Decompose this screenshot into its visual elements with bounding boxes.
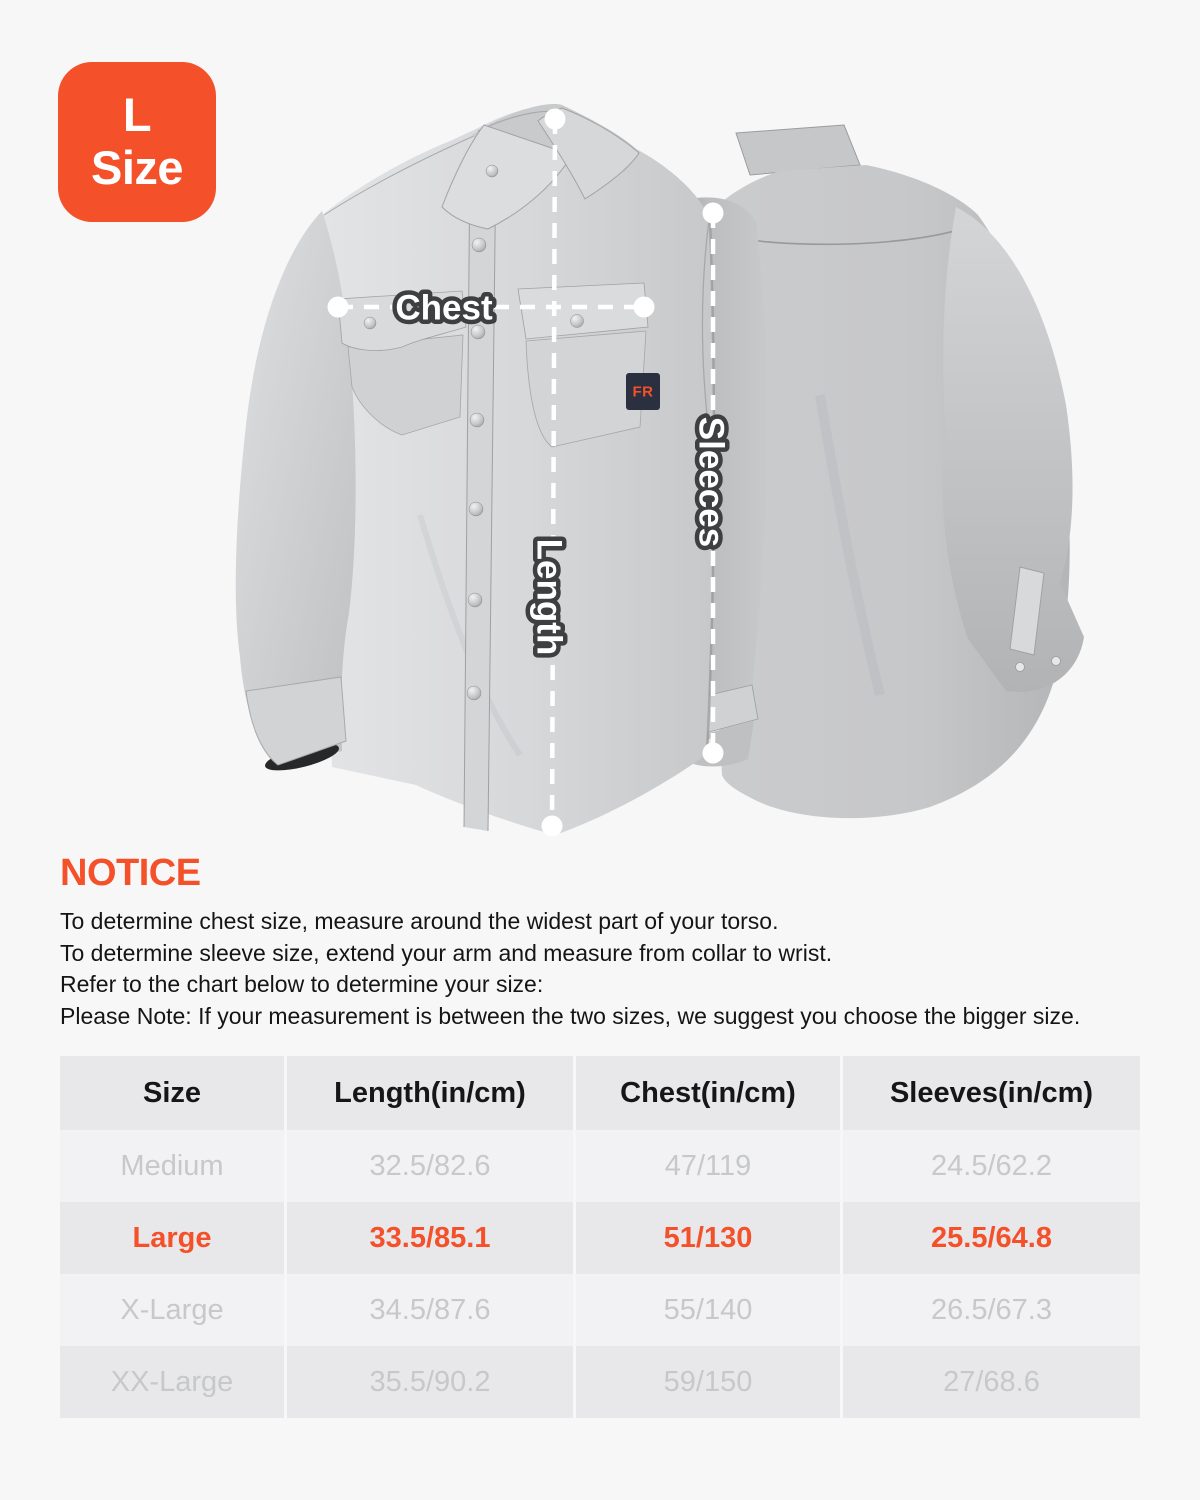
cell-size: X-Large [120, 1293, 224, 1326]
table-row-large [60, 1202, 1140, 1274]
table-header-row [60, 1056, 1140, 1130]
front-shirt [236, 104, 714, 835]
cell-chest: 51/130 [573, 1202, 840, 1274]
fr-logo-tag [626, 373, 660, 410]
notice-line: Refer to the chart below to determine your size: [60, 971, 544, 997]
cell-chest: 55/140 [573, 1274, 840, 1346]
cell-length: 34.5/87.6 [284, 1274, 573, 1346]
table-row-medium [60, 1130, 1140, 1202]
table-row-xxlarge [60, 1346, 1140, 1418]
cell-length: 33.5/85.1 [284, 1202, 573, 1274]
table-row-xlarge [60, 1274, 1140, 1346]
column-header-length: Length(in/cm) [284, 1056, 573, 1130]
size-table [60, 1056, 1140, 1418]
size-badge [58, 62, 216, 222]
size-badge-letter: L [122, 88, 152, 142]
notice-line: To determine sleeve size, extend your arm and measure from collar to wrist. [60, 939, 833, 966]
column-header-sleeves: Sleeves(in/cm) [840, 1056, 1140, 1130]
cell-sleeves: 24.5/62.2 [840, 1130, 1140, 1202]
notice-title: NOTICE [60, 852, 201, 894]
notice-lines [60, 906, 1170, 1032]
notice-section [60, 852, 1170, 1032]
cell-length: 32.5/82.6 [284, 1130, 573, 1202]
cell-sleeves: 25.5/64.8 [840, 1202, 1140, 1274]
length-label: Length [529, 538, 569, 656]
notice-line: To determine chest size, measure around the widest part of your torso. [60, 908, 779, 934]
fr-tag-text: FR [632, 383, 654, 401]
column-header-size: Size [142, 1076, 202, 1109]
cell-chest: 59/150 [573, 1346, 840, 1418]
cell-size: Large [132, 1221, 212, 1254]
cell-chest: 47/119 [573, 1130, 840, 1202]
notice-line: Please Note: If your measurement is between the two sizes, we suggest you choose the bigger size. [60, 1002, 1081, 1029]
column-header-chest: Chest(in/cm) [573, 1056, 840, 1130]
shirt-measurement-diagram [220, 95, 1130, 850]
cell-sleeves: 27/68.6 [840, 1346, 1140, 1418]
size-badge-word: Size [90, 141, 184, 194]
shirt-illustration [220, 95, 1130, 850]
sleeves-label: Sleeces [691, 416, 731, 548]
cell-length: 35.5/90.2 [284, 1346, 573, 1418]
cell-size: Medium [120, 1149, 224, 1182]
cell-sleeves: 26.5/67.3 [840, 1274, 1140, 1346]
cell-size: XX-Large [110, 1365, 234, 1398]
chest-label: Chest [395, 288, 493, 328]
